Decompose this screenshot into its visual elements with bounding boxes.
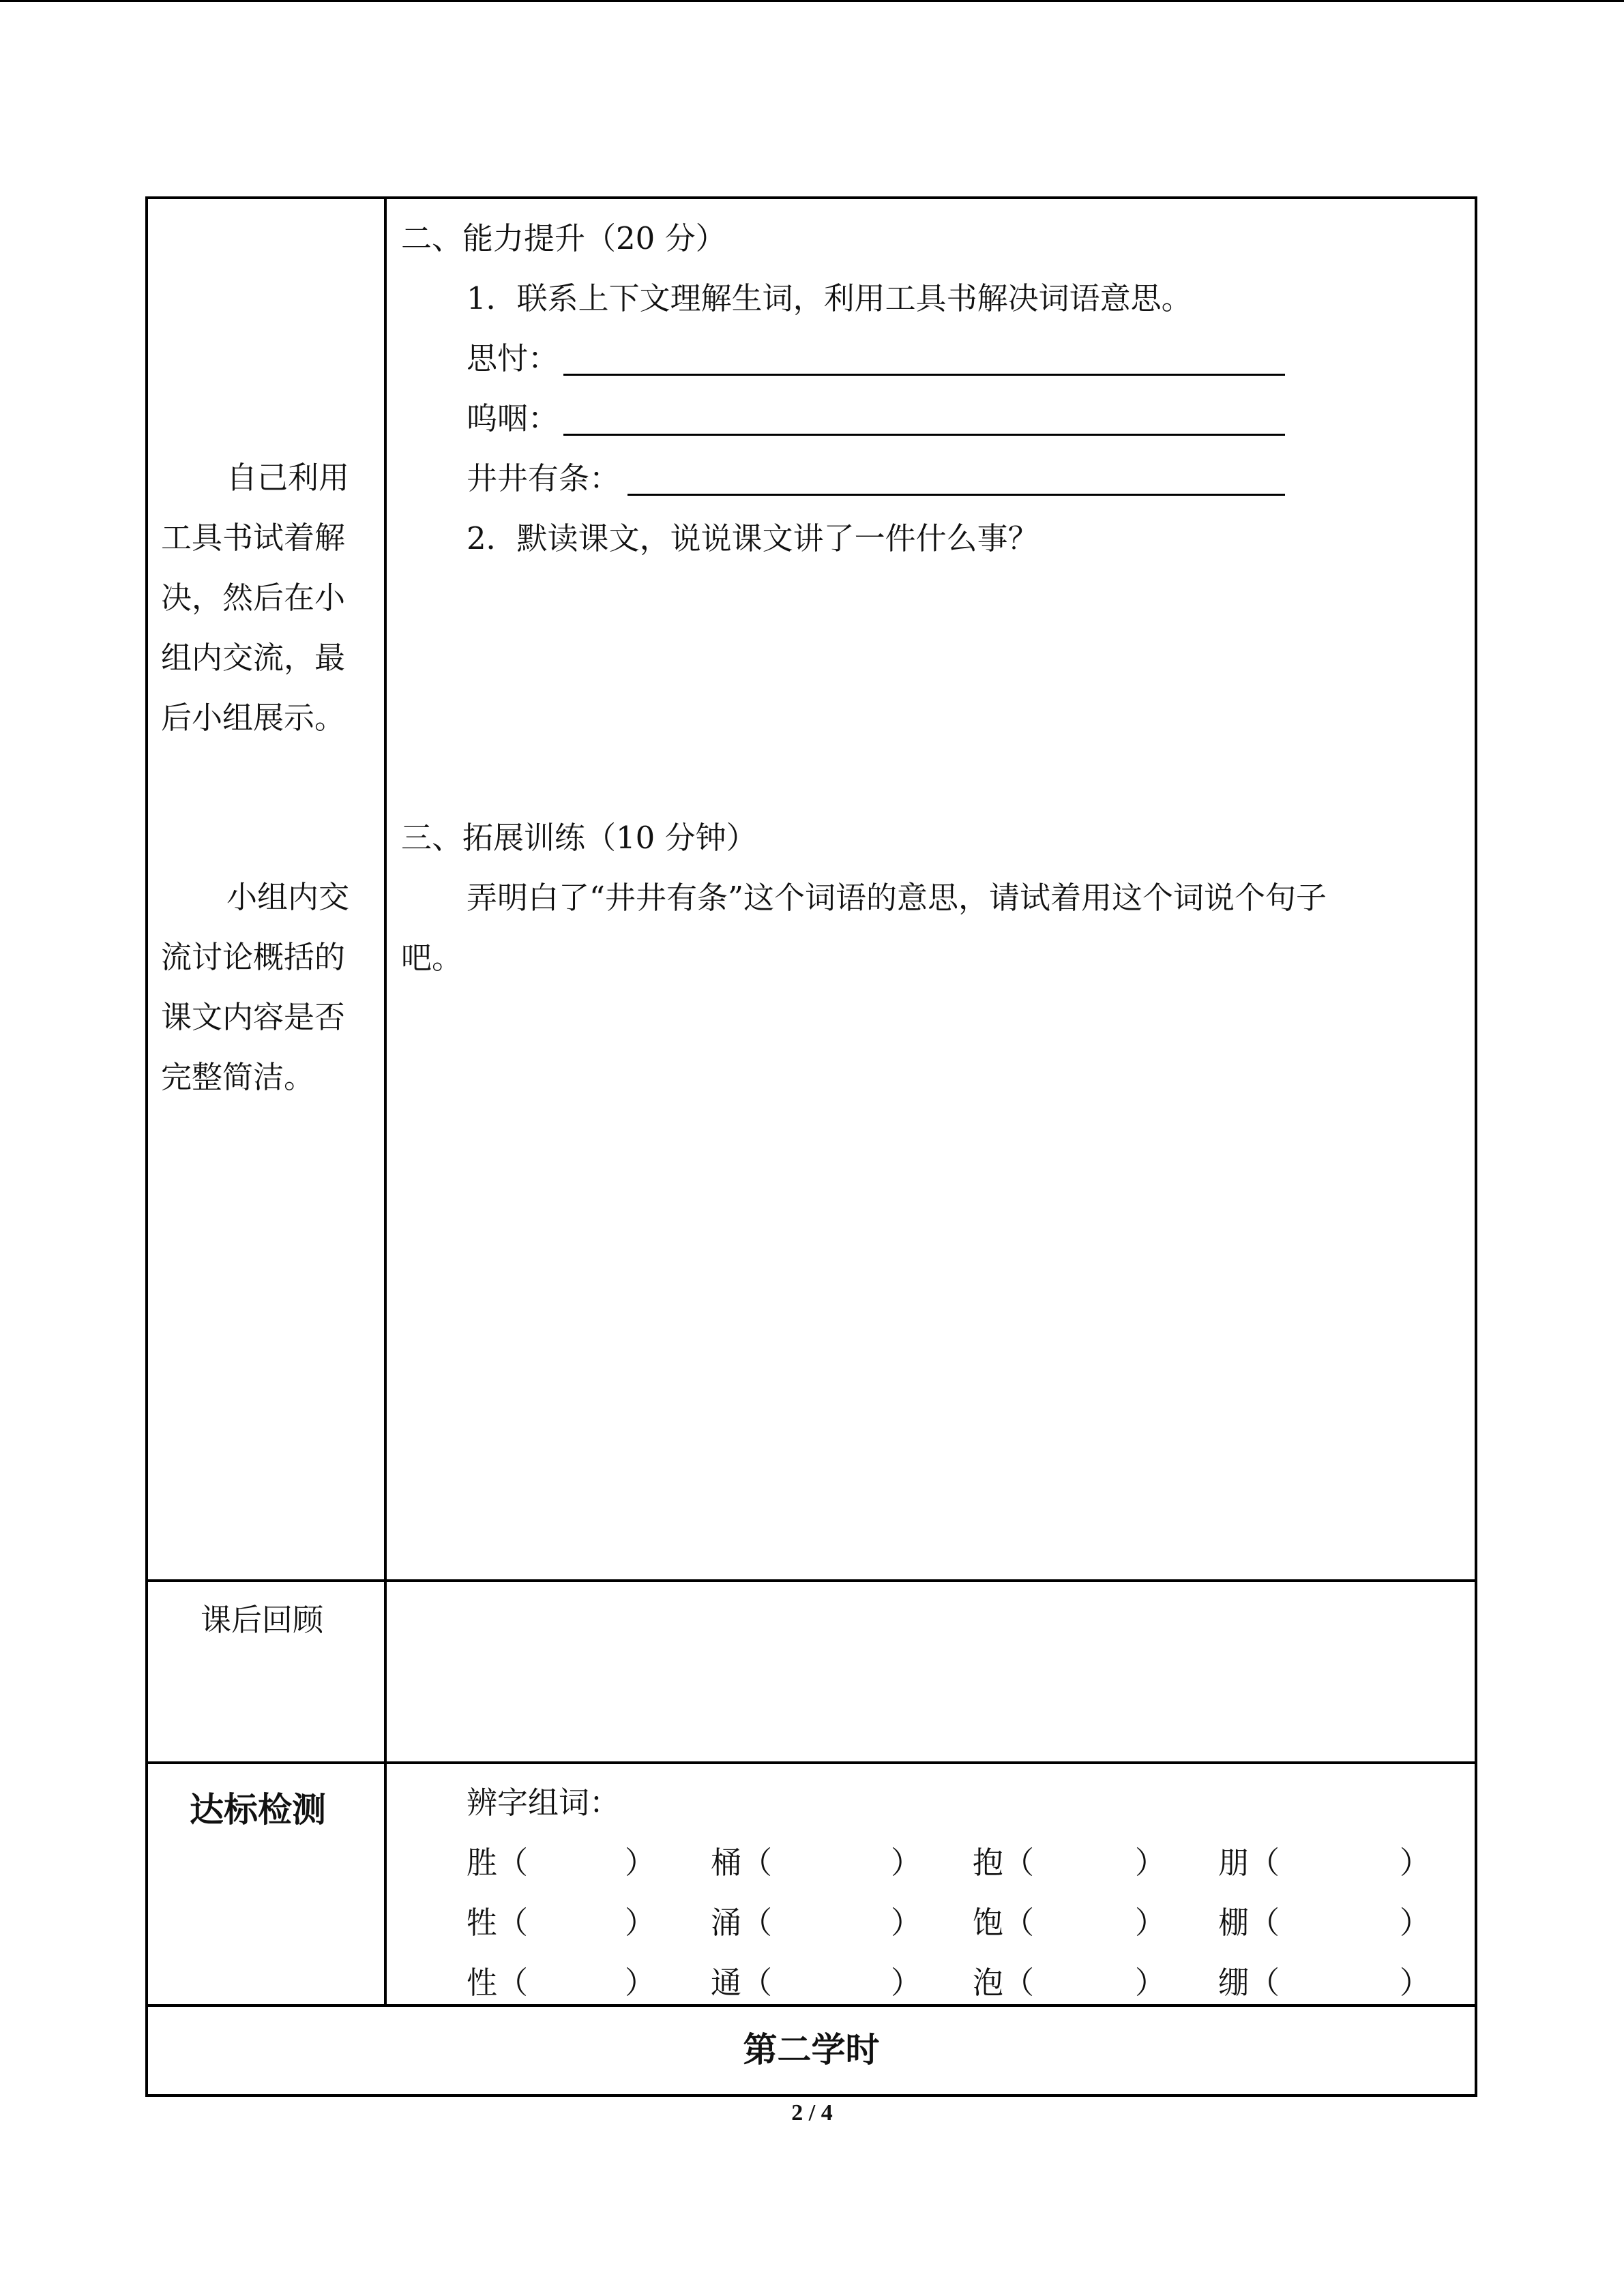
note-line: 完整简洁。 (161, 1059, 315, 1095)
char-row-1 (467, 1833, 1442, 1893)
page-top-edge (0, 0, 1624, 2)
row-divider-1 (145, 1579, 1477, 1582)
table-top-border (145, 196, 1477, 199)
note-line: 自己利用 (226, 460, 350, 496)
page-number: 2 / 4 (791, 2100, 833, 2126)
answer-line-2[interactable] (563, 434, 1285, 436)
char-item: 涌（ (711, 1905, 773, 1941)
answer-line-1[interactable] (563, 374, 1285, 376)
note-line: 课文内容是否 (161, 999, 346, 1035)
table-bottom-border (145, 2094, 1477, 2097)
left-note-1 (161, 448, 366, 748)
bracket-close[interactable]: ） (1400, 1845, 1431, 1881)
char-item: 朋（ (1218, 1845, 1280, 1881)
section3-prompt-line1: 弄明白了“井井有条”这个词语的意思，请试着用这个词说个句子 (467, 880, 1327, 916)
char-item: 性（ (467, 1965, 529, 2001)
section3-heading: 三、拓展训练（10 分钟） (401, 820, 757, 856)
char-item: 抱（ (973, 1845, 1035, 1881)
left-note-2 (161, 867, 366, 1107)
table-right-border (1475, 196, 1477, 2005)
char-row-2 (467, 1893, 1442, 1953)
char-item: 桶（ (711, 1845, 773, 1881)
check-label: 达标检测 (190, 1790, 326, 1830)
question-1: 1．联系上下文理解生词，利用工具书解决词语意思。 (467, 280, 1192, 316)
note-line: 流讨论概括的 (161, 939, 346, 975)
blank3-label: 井井有条： (467, 460, 621, 496)
char-item: 绷（ (1218, 1965, 1280, 2001)
question-2: 2．默读课文，说说课文讲了一件什么事？ (467, 520, 1039, 556)
check-instruction: 辨字组词： (467, 1785, 621, 1821)
section2-heading: 二、能力提升（20 分） (401, 220, 726, 256)
char-item: 棚（ (1218, 1905, 1280, 1941)
table-left-border (145, 196, 148, 2097)
bracket-close[interactable]: ） (625, 1905, 656, 1941)
note-line: 小组内交 (226, 879, 350, 915)
bracket-close[interactable]: ） (1135, 1845, 1166, 1881)
blank2-label: 呜咽： (467, 400, 559, 436)
bracket-close[interactable]: ） (1135, 1965, 1166, 2001)
note-line: 组内交流，最 (161, 640, 346, 676)
bracket-close[interactable]: ） (891, 1845, 922, 1881)
bracket-close[interactable]: ） (625, 1845, 656, 1881)
bracket-close[interactable]: ） (625, 1965, 656, 2001)
bracket-close[interactable]: ） (891, 1965, 922, 2001)
row-divider-2 (145, 1761, 1477, 1764)
note-line: 决，然后在小 (161, 580, 346, 616)
bracket-close[interactable]: ） (891, 1905, 922, 1941)
char-row-3 (467, 1953, 1442, 2013)
bracket-close[interactable]: ） (1400, 1965, 1431, 2001)
char-item: 通（ (711, 1965, 773, 2001)
table-column-divider (384, 196, 387, 2005)
char-item: 饱（ (973, 1905, 1035, 1941)
note-line: 后小组展示。 (161, 700, 346, 736)
answer-line-3[interactable] (628, 494, 1285, 496)
second-period-title: 第二学时 (743, 2030, 880, 2070)
review-label: 课后回顾 (201, 1602, 324, 1638)
char-item: 胜（ (467, 1845, 529, 1881)
note-line: 工具书试着解 (161, 520, 346, 556)
char-item: 牲（ (467, 1905, 529, 1941)
section3-prompt-line2: 吧。 (401, 940, 463, 976)
blank1-label: 思忖： (467, 340, 559, 376)
bracket-close[interactable]: ） (1135, 1905, 1166, 1941)
bracket-close[interactable]: ） (1400, 1905, 1431, 1941)
char-item: 泡（ (973, 1965, 1035, 2001)
